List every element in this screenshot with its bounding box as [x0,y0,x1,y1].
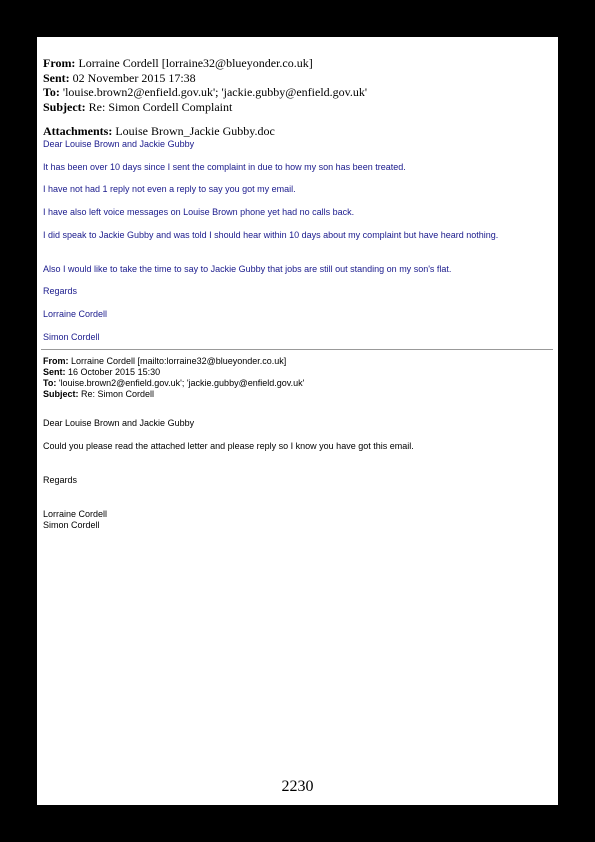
email1-header [43,56,367,114]
email1-sent: 02 November 2015 17:38 [72,70,196,85]
document-page [37,37,558,805]
email1-attachments-line: Attachments: Louise Brown_Jackie Gubby.doc [43,124,275,138]
email2-subject-line: Subject: Re: Simon Cordell [43,389,155,399]
email2-signature: Lorraine Cordell [43,509,108,519]
page-number: 2230 [281,778,314,795]
email1-signature: Lorraine Cordell [43,309,108,319]
email2-subject: Re: Simon Cordell [81,389,155,399]
email2-to: 'louise.brown2@enfield.gov.uk'; 'jackie.gubby@enfield.gov.uk' [58,378,305,388]
email1-sent-line: Sent: 02 November 2015 17:38 [43,70,196,85]
email1-regards: Regards [43,286,78,296]
email1-body-paragraph: It has been over 10 days since I sent the complaint in due to how my son has been treated. [43,162,406,172]
email2-header [43,356,304,400]
email2-from-line: From: Lorraine Cordell [mailto:lorraine32@blueyonder.co.uk] [43,356,287,366]
email2-body-paragraph: Could you please read the attached letter and please reply so I know you have got this email. [43,441,414,451]
email1-body-paragraph: I did speak to Jackie Gubby and was told I should hear within 10 days about my complaint but have heard nothing. [43,230,499,240]
email2-sent-line: Sent: 16 October 2015 15:30 [43,367,161,377]
email1-body-paragraph: I have not had 1 reply not even a reply to say you got my email. [43,184,296,194]
email2-regards: Regards [43,475,78,485]
divider [41,349,553,350]
email1-from: Lorraine Cordell [lorraine32@blueyonder.co.uk] [78,56,313,70]
email1-subject-line: Subject: Re: Simon Cordell Complaint [43,99,233,114]
email1-body-paragraph: I have also left voice messages on Louise Brown phone yet had no calls back. [43,207,355,217]
email2-to-line: To: 'louise.brown2@enfield.gov.uk'; 'jackie.gubby@enfield.gov.uk' [43,378,305,388]
email1-attachment-file: Louise Brown_Jackie Gubby.doc [115,124,275,138]
email1-subject: Re: Simon Cordell Complaint [88,99,233,114]
email1-to: 'louise.brown2@enfield.gov.uk'; 'jackie.gubby@enfield.gov.uk' [62,85,368,99]
email1-to-line: To: 'louise.brown2@enfield.gov.uk'; 'jackie.gubby@enfield.gov.uk' [43,85,368,99]
email2-from: Lorraine Cordell [mailto:lorraine32@blueyonder.co.uk] [71,356,287,366]
email1-signature: Simon Cordell [43,332,100,342]
email1-body-paragraph: Also I would like to take the time to say to Jackie Gubby that jobs are still out standing on my son's flat. [43,264,452,274]
email1-from-line: From: Lorraine Cordell [lorraine32@blueyonder.co.uk] [43,56,313,70]
email2-signature: Simon Cordell [43,520,100,530]
email2-sent: 16 October 2015 15:30 [68,367,161,377]
email2-body-greeting: Dear Louise Brown and Jackie Gubby [43,418,195,428]
email1-body-greeting: Dear Louise Brown and Jackie Gubby [43,139,195,149]
